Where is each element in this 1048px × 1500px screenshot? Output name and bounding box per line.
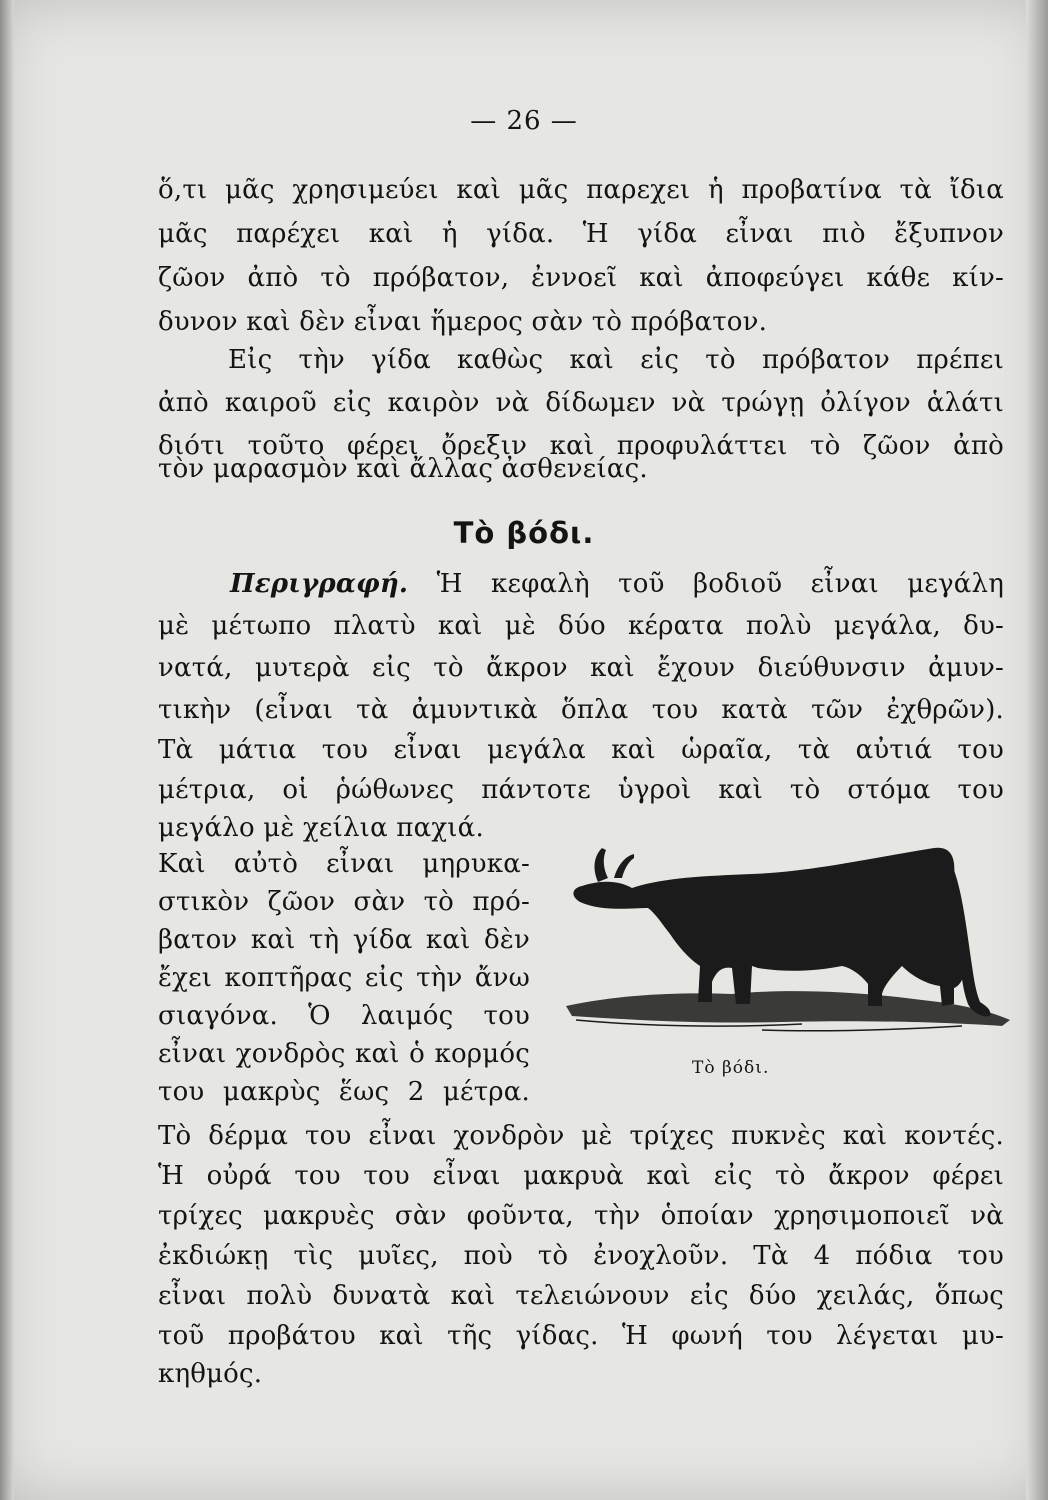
description-line: Τὸ δέρμα του εἶναι χονδρὸν μὲ τρίχες πυκνὲς καὶ κοντές. — [158, 1121, 1004, 1151]
wrap-line: ἔχει κοπτῆρας εἰς τὴν ἄνω — [158, 963, 530, 993]
wrap-line: του μακρὺς ἕως 2 μέτρα. — [158, 1077, 530, 1107]
wrap-line: εἶναι χονδρὸς καὶ ὁ κορμός — [158, 1039, 530, 1069]
description-line: τικὴν (εἶναι τὰ ἀμυντικὰ ὅπλα του κατὰ τῶν ἐχθρῶν). — [158, 695, 1004, 725]
description-line: εἶναι πολὺ δυνατὰ καὶ τελειώνουν εἰς δύο χειλάς, ὅπως — [158, 1281, 1004, 1311]
description-subheading: Περιγραφή. — [230, 569, 409, 599]
figure-caption: Τὸ βόδι. — [692, 1058, 770, 1078]
ox-illustration — [562, 816, 1014, 1048]
description-line: ἐκδιώκῃ τὶς μυῖες, ποὺ τὸ ἐνοχλοῦν. Τὰ 4 πόδια του — [158, 1241, 1004, 1271]
paragraph-1-line: ὅ,τι μᾶς χρησιμεύει καὶ μᾶς παρεχει ἡ προβατίνα τὰ ἴδια — [158, 175, 1004, 205]
wrap-line: σιαγόνα. Ὁ λαιμός του — [158, 1001, 530, 1031]
description-first-line — [230, 564, 1004, 604]
paragraph-1-line: δυνον καὶ δὲν εἶναι ἥμερος σὰν τὸ πρόβατον. — [158, 307, 768, 337]
description-line: τρίχες μακρυὲς σὰν φοῦντα, τὴν ὁποίαν χρησιμοποιεῖ νὰ — [158, 1201, 1004, 1231]
description-line: Τὰ μάτια του εἶναι μεγάλα καὶ ὡραῖα, τὰ αὐτιά του — [158, 735, 1004, 765]
wrap-line: βατον καὶ τὴ γίδα καὶ δὲν — [158, 925, 530, 955]
paragraph-1-line: ζῶον ἀπὸ τὸ πρόβατον, ἐννοεῖ καὶ ἀποφεύγει κάθε κίν- — [158, 263, 1004, 293]
section-heading: Τὸ βόδι. — [453, 516, 595, 550]
description-line: νατά, μυτερὰ εἰς τὸ ἄκρον καὶ ἔχουν διεύθυνσιν ἀμυν- — [158, 653, 1004, 683]
description-line: μεγάλο μὲ χείλια παχιά. — [158, 813, 484, 843]
description-line: κηθμός. — [158, 1359, 263, 1389]
page-outer-edge — [1026, 0, 1048, 1500]
wrap-line: Καὶ αὐτὸ εἶναι μηρυκα- — [158, 849, 530, 879]
paragraph-1-line: μᾶς παρέχει καὶ ἡ γίδα. Ἡ γίδα εἶναι πιὸ ἔξυπνον — [158, 219, 1004, 249]
description-line: μέτρια, οἱ ῥώθωνες πάντοτε ὑγροὶ καὶ τὸ στόμα του — [158, 775, 1004, 805]
description-first-line-text: Ἡ κεφαλὴ τοῦ βοδιοῦ εἶναι μεγάλη — [436, 569, 1004, 599]
paragraph-2-line: τὸν μαρασμὸν καὶ ἄλλας ἀσθενείας. — [158, 454, 648, 484]
description-line: μὲ μέτωπο πλατὺ καὶ μὲ δύο κέρατα πολὺ μεγάλα, δυ- — [158, 611, 1004, 641]
wrap-line: στικὸν ζῶον σὰν τὸ πρό- — [158, 887, 530, 917]
description-line: τοῦ προβάτου καὶ τῆς γίδας. Ἡ φωνή του λέγεται μυ- — [158, 1321, 1004, 1351]
paragraph-2-line: ἀπὸ καιροῦ εἰς καιρὸν νὰ δίδωμεν νὰ τρώγῃ ὀλίγον ἁλάτι — [158, 388, 1004, 418]
page-number: — 26 — — [470, 106, 578, 136]
paragraph-2-line: Εἰς τὴν γίδα καθὼς καὶ εἰς τὸ πρόβατον πρέπει — [228, 345, 1004, 375]
paragraph-2-line: διότι τοῦτο φέρει ὄρεξιν καὶ προφυλάττει τὸ ζῶον ἀπὸ — [158, 431, 1004, 461]
page-binding-edge — [0, 0, 14, 1500]
description-line: Ἡ οὐρά του του εἶναι μακρυὰ καὶ εἰς τὸ ἄκρον φέρει — [158, 1161, 1004, 1191]
